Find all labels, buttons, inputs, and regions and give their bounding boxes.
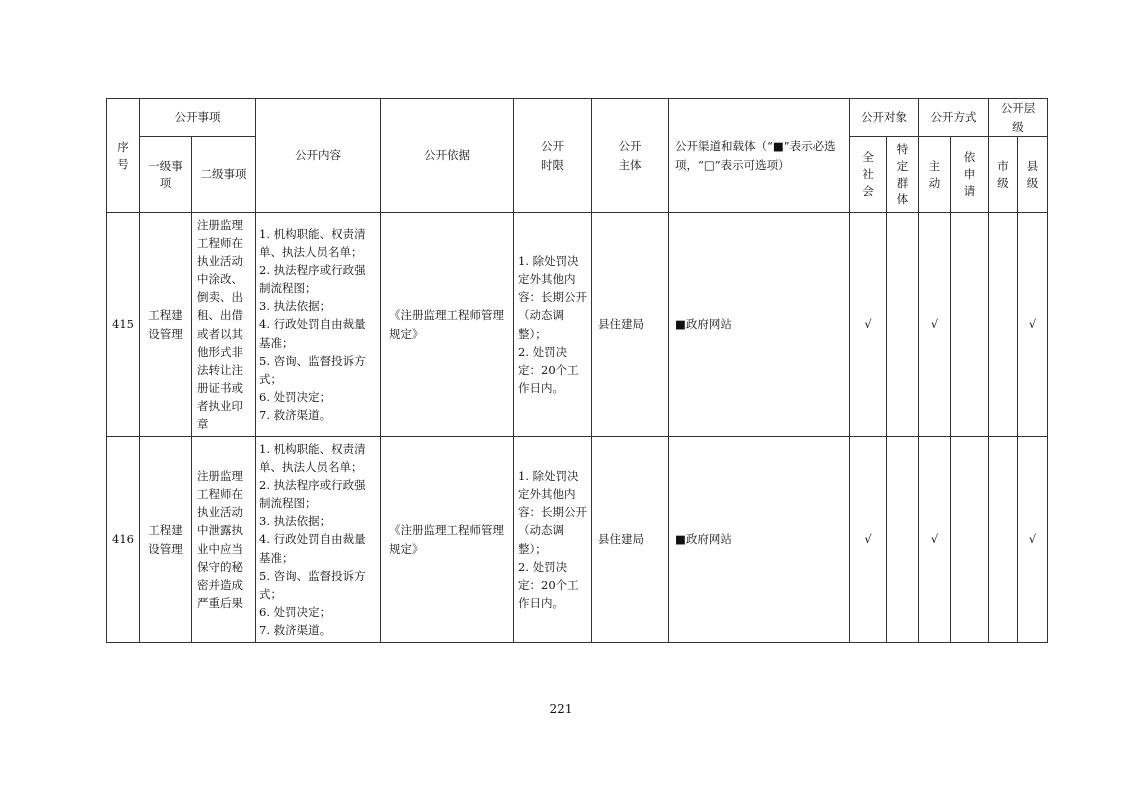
- cell-level1: 工程建设管理: [140, 437, 192, 643]
- period-line: 1. 除处罚决定外其他内容：长期公开（动态调整）；: [518, 468, 587, 556]
- cell-level-county: √: [1018, 437, 1048, 643]
- cell-method-request: [951, 437, 989, 643]
- content-line: 6. 处罚决定；: [259, 390, 332, 405]
- content-line: 3. 执法依据；: [259, 514, 332, 529]
- cell-seq: 415: [107, 213, 140, 437]
- cell-content: [256, 213, 381, 437]
- period-line: 2. 处罚决定：20个工作日内。: [518, 344, 579, 395]
- cell-subject: 县住建局: [592, 437, 669, 643]
- cell-seq: 416: [107, 437, 140, 643]
- header-level-city: 市级: [989, 137, 1018, 213]
- header-channel: 公开渠道和载体（“■”表示必选项，“□”表示可选项）: [669, 99, 850, 213]
- header-audience-all: 全社会: [850, 137, 887, 213]
- cell-method-active: √: [919, 213, 951, 437]
- content-line: 4. 行政处罚自由裁量基准；: [259, 532, 366, 565]
- cell-period: [514, 437, 592, 643]
- content-line: 5. 咨询、监督投诉方式；: [259, 568, 366, 601]
- header-level-county: 县级: [1018, 137, 1048, 213]
- cell-method-request: [951, 213, 989, 437]
- header-seq: 序号: [107, 99, 140, 213]
- content-line: 1. 机构职能、权责清单、执法人员名单；: [259, 441, 366, 474]
- table-row: [107, 437, 1048, 643]
- header-audience-group: 公开对象: [850, 99, 919, 137]
- cell-subject: 县住建局: [592, 213, 669, 437]
- cell-audience-all: √: [850, 213, 887, 437]
- cell-content: [256, 437, 381, 643]
- cell-level2: 注册监理工程师在执业活动中泄露执业中应当保守的秘密并造成严重后果: [192, 437, 256, 643]
- header-level1: 一级事项: [140, 137, 192, 213]
- content-line: 7. 救济渠道。: [259, 408, 332, 423]
- header-basis: 公开依据: [381, 99, 514, 213]
- cell-level1: 工程建设管理: [140, 213, 192, 437]
- header-items-group: 公开事项: [140, 99, 256, 137]
- header-method-active: 主动: [919, 137, 951, 213]
- cell-basis: 《注册监理工程师管理规定》: [381, 213, 514, 437]
- cell-period: [514, 213, 592, 437]
- cell-level-county: √: [1018, 213, 1048, 437]
- cell-basis: 《注册监理工程师管理规定》: [381, 437, 514, 643]
- header-level-group: 公开层级: [989, 99, 1048, 137]
- header-audience-specific: 特定群体: [887, 137, 919, 213]
- header-subject: 公开主体: [592, 99, 669, 213]
- content-line: 7. 救济渠道。: [259, 623, 332, 638]
- content-line: 3. 执法依据；: [259, 299, 332, 314]
- content-line: 1. 机构职能、权责清单、执法人员名单；: [259, 226, 366, 259]
- cell-method-active: √: [919, 437, 951, 643]
- cell-channel: ■政府网站: [669, 437, 850, 643]
- content-line: 2. 执法程序或行政强制流程图；: [259, 262, 366, 296]
- content-line: 2. 执法程序或行政强制流程图；: [259, 477, 366, 511]
- cell-channel: ■政府网站: [669, 213, 850, 437]
- cell-audience-specific: [887, 213, 919, 437]
- disclosure-table: [106, 98, 1048, 643]
- cell-audience-specific: [887, 437, 919, 643]
- cell-level-city: [989, 213, 1018, 437]
- content-line: 4. 行政处罚自由裁量基准；: [259, 317, 366, 350]
- page-number: 221: [549, 702, 573, 716]
- header-content: 公开内容: [256, 99, 381, 213]
- cell-level2: 注册监理工程师在执业活动中涂改、倒卖、出租、出借或者以其他形式非法转让注册证书或者执业印章: [192, 213, 256, 437]
- content-line: 6. 处罚决定；: [259, 605, 332, 620]
- header-period: 公开时限: [514, 99, 592, 213]
- table-row: [107, 213, 1048, 437]
- header-method-request: 依申请: [951, 137, 989, 213]
- header-level2: 二级事项: [192, 137, 256, 213]
- period-line: 2. 处罚决定：20个工作日内。: [518, 559, 579, 610]
- content-line: 5. 咨询、监督投诉方式；: [259, 353, 366, 386]
- cell-level-city: [989, 437, 1018, 643]
- cell-audience-all: √: [850, 437, 887, 643]
- period-line: 1. 除处罚决定外其他内容：长期公开（动态调整）；: [518, 253, 587, 341]
- header-method-group: 公开方式: [919, 99, 989, 137]
- header-row-top: [107, 99, 1048, 137]
